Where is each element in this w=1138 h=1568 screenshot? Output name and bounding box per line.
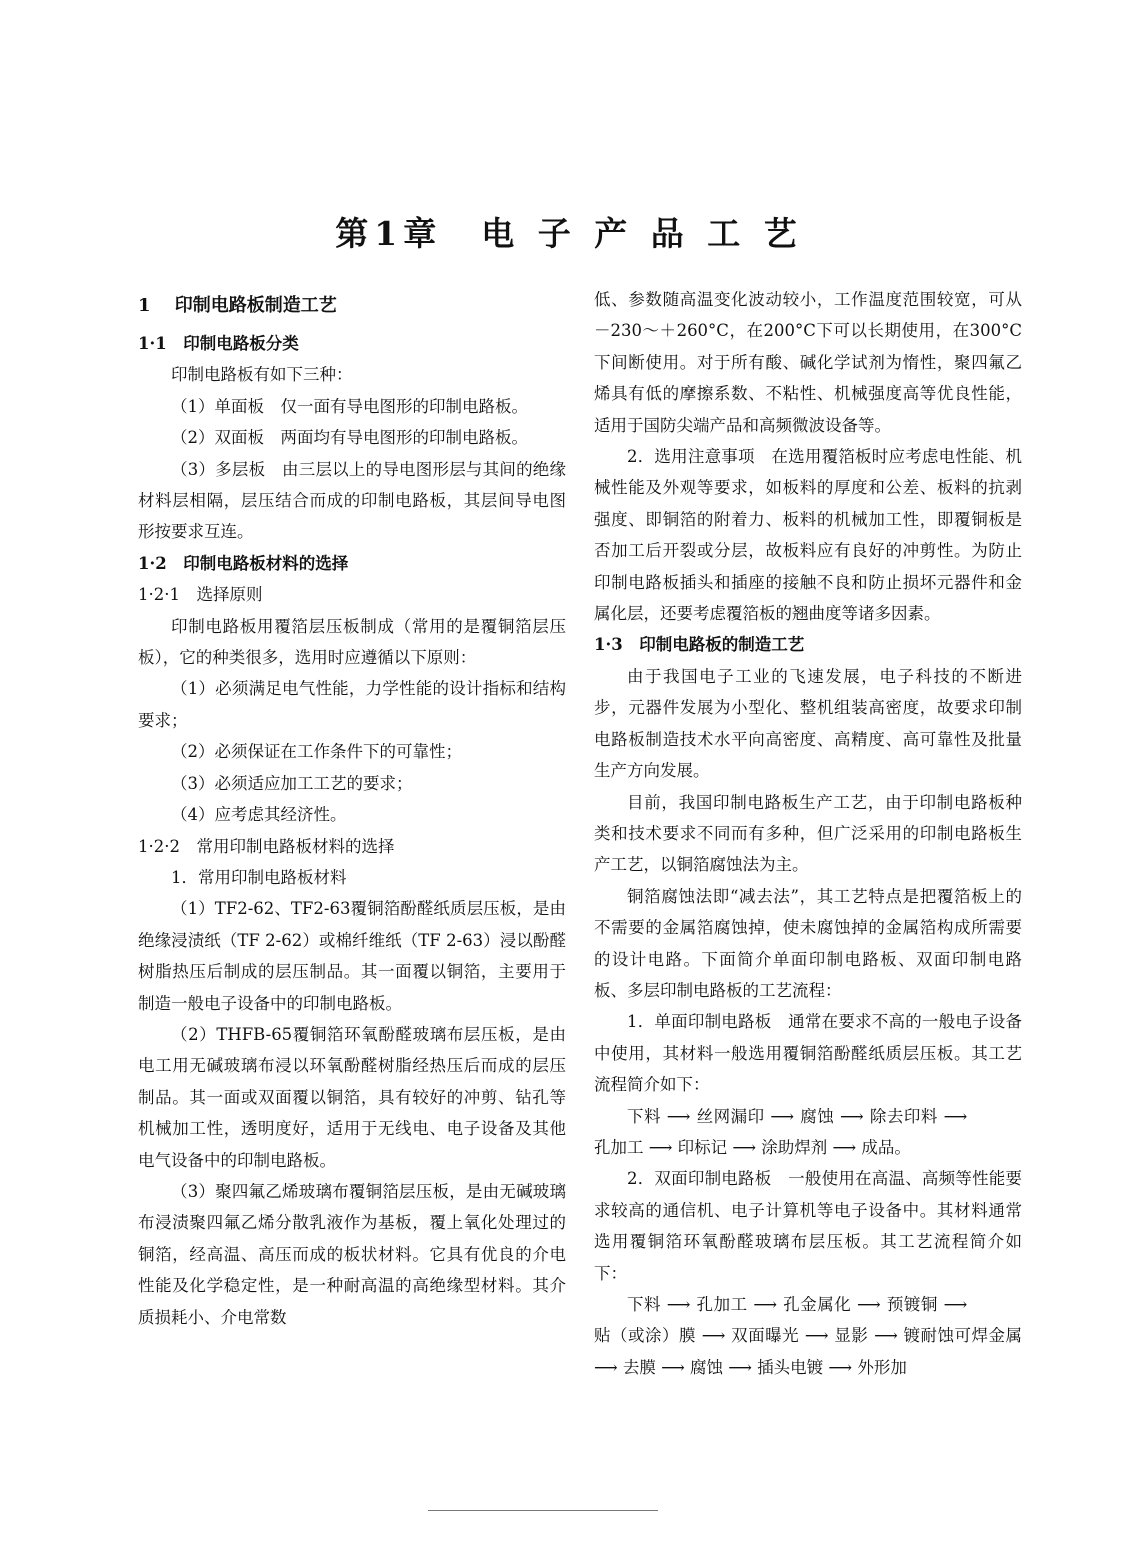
- paragraph: 1．常用印制电路板材料: [171, 867, 347, 887]
- paragraph: （3）必须适应加工工艺的要求；: [171, 773, 413, 793]
- process-flow: 下料 ⟶ 丝网漏印 ⟶ 腐蚀 ⟶ 除去印料 ⟶: [627, 1106, 968, 1126]
- paragraph: （3）多层板 由三层以上的导电图形层与其间的绝缘材料层相隔，层压结合而成的印制电路板，其层间导电图形按要求互连。: [138, 459, 566, 542]
- paragraph: 铜箔腐蚀法即“减去法”，其工艺特点是把覆箔板上的不需要的金属箔腐蚀掉，使未腐蚀掉的金属箔构成所需要的设计电路。下面简介单面印制电路板、双面印制电路板、多层印制电路板的工艺流程：: [594, 886, 1022, 1000]
- paragraph: 2．选用注意事项 在选用覆箔板时应考虑电性能、机械性能及外观等要求，如板料的厚度和公差、板料的抗剥强度、即铜箔的附着力、板料的机械加工性，即覆铜板是否加工后开裂或分层，故板料应有良好的冲剪性。为防止印制电路板插头和插座的接触不良和防止损坏元器件和金属化层，还要考虑覆箔板的翘曲度等诸多因素。: [594, 447, 1022, 624]
- paragraph: 孔加工 ⟶ 印标记 ⟶ 涂助焊剂 ⟶ 成品。: [594, 1137, 911, 1157]
- paragraph: （2）THFB-65覆铜箔环氧酚醛玻璃布层压板，是由电工用无碱玻璃布浸以环氧酚醛树脂经热压后而成的层压制品。其一面或双面覆以铜箔，具有较好的冲剪、钻孔等机械加工性，透明度好，适用于无线电、电子设备及其他电气设备中的印制电路板。: [138, 1024, 566, 1170]
- page-title: 第1章 电 子 产 品 工 艺: [335, 214, 803, 253]
- right-column: [594, 284, 1022, 1383]
- paragraph: 印制电路板有如下三种：: [171, 365, 353, 385]
- paragraph: 印制电路板用覆箔层压板制成（常用的是覆铜箔层压板），它的种类很多，选用时应遵循以下原则：: [138, 616, 566, 668]
- paragraph: 由于我国电子工业的飞速发展，电子科技的不断进步，元器件发展为小型化、整机组装高密度，故要求印制电路板制造技术水平向高密度、高精度、高可靠性及批量生产方向发展。: [594, 666, 1022, 781]
- paragraph: （1）必须满足电气性能，力学性能的设计指标和结构要求；: [138, 679, 566, 730]
- section-heading: 1 印制电路板制造工艺: [138, 295, 337, 316]
- subsection-heading: 1·1 印制电路板分类: [138, 334, 299, 353]
- subsubsection-heading: 1·2·1 选择原则: [138, 585, 263, 605]
- paragraph: 2．双面印制电路板 一般使用在高温、高频等性能要求较高的通信机、电子计算机等电子设备中。其材料通常选用覆铜箔环氧酚醛玻璃布层压板。其工艺流程简介如下：: [594, 1169, 1022, 1283]
- process-flow: 下料 ⟶ 孔加工 ⟶ 孔金属化 ⟶ 预镀铜 ⟶: [627, 1295, 968, 1314]
- paragraph: 低、参数随高温变化波动较小，工作温度范围较宽，可从－230～＋260°C，在200°C下可以长期使用，在300°C下间断使用。对于所有酸、碱化学试剂为惰性，聚四氟乙烯具有低的摩擦系数、不粘性、机械强度高等优良性能，适用于国防尖端产品和高频微波设备等。: [594, 290, 1022, 435]
- paragraph: （4）应考虑其经济性。: [171, 805, 347, 825]
- paragraph: （1）TF2-62、TF2-63覆铜箔酚醛纸质层压板，是由绝缘浸渍纸（TF 2-62）或棉纤维纸（TF 2-63）浸以酚醛树脂热压后制成的层压制品。其一面覆以铜箔，主要用于制造一般电子设备中的印制电路板。: [138, 899, 566, 1013]
- paragraph: 目前，我国印制电路板生产工艺，由于印制电路板种类和技术要求不同而有多种，但广泛采用的印制电路板生产工艺，以铜箔腐蚀法为主。: [594, 792, 1022, 875]
- footer-rule: [428, 1510, 658, 1511]
- paragraph: （1）单面板 仅一面有导电图形的印制电路板。: [171, 396, 528, 416]
- paragraph: 1．单面印制电路板 通常在要求不高的一般电子设备中使用，其材料一般选用覆铜箔酚醛纸质层压板。其工艺流程简介如下：: [594, 1012, 1022, 1095]
- subsection-heading: 1·3 印制电路板的制造工艺: [594, 635, 805, 655]
- left-column: [138, 284, 566, 1333]
- paragraph: 贴（或涂）膜 ⟶ 双面曝光 ⟶ 显影 ⟶ 镀耐蚀可焊金属 ⟶ 去膜 ⟶ 腐蚀 ⟶ 插头电镀 ⟶ 外形加: [594, 1326, 1022, 1377]
- paragraph: （2）双面板 两面均有导电图形的印制电路板。: [171, 428, 528, 448]
- subsection-heading: 1·2 印制电路板材料的选择: [138, 553, 349, 573]
- subsubsection-heading: 1·2·2 常用印制电路板材料的选择: [138, 836, 395, 856]
- paragraph: （3）聚四氟乙烯玻璃布覆铜箔层压板，是由无碱玻璃布浸渍聚四氟乙烯分散乳液作为基板，覆上氧化处理过的铜箔，经高温、高压而成的板状材料。它具有优良的介电性能及化学稳定性，是一种耐高温的高绝缘型材料。其介质损耗小、介电常数: [138, 1181, 566, 1327]
- paragraph: （2）必须保证在工作条件下的可靠性；: [171, 742, 462, 762]
